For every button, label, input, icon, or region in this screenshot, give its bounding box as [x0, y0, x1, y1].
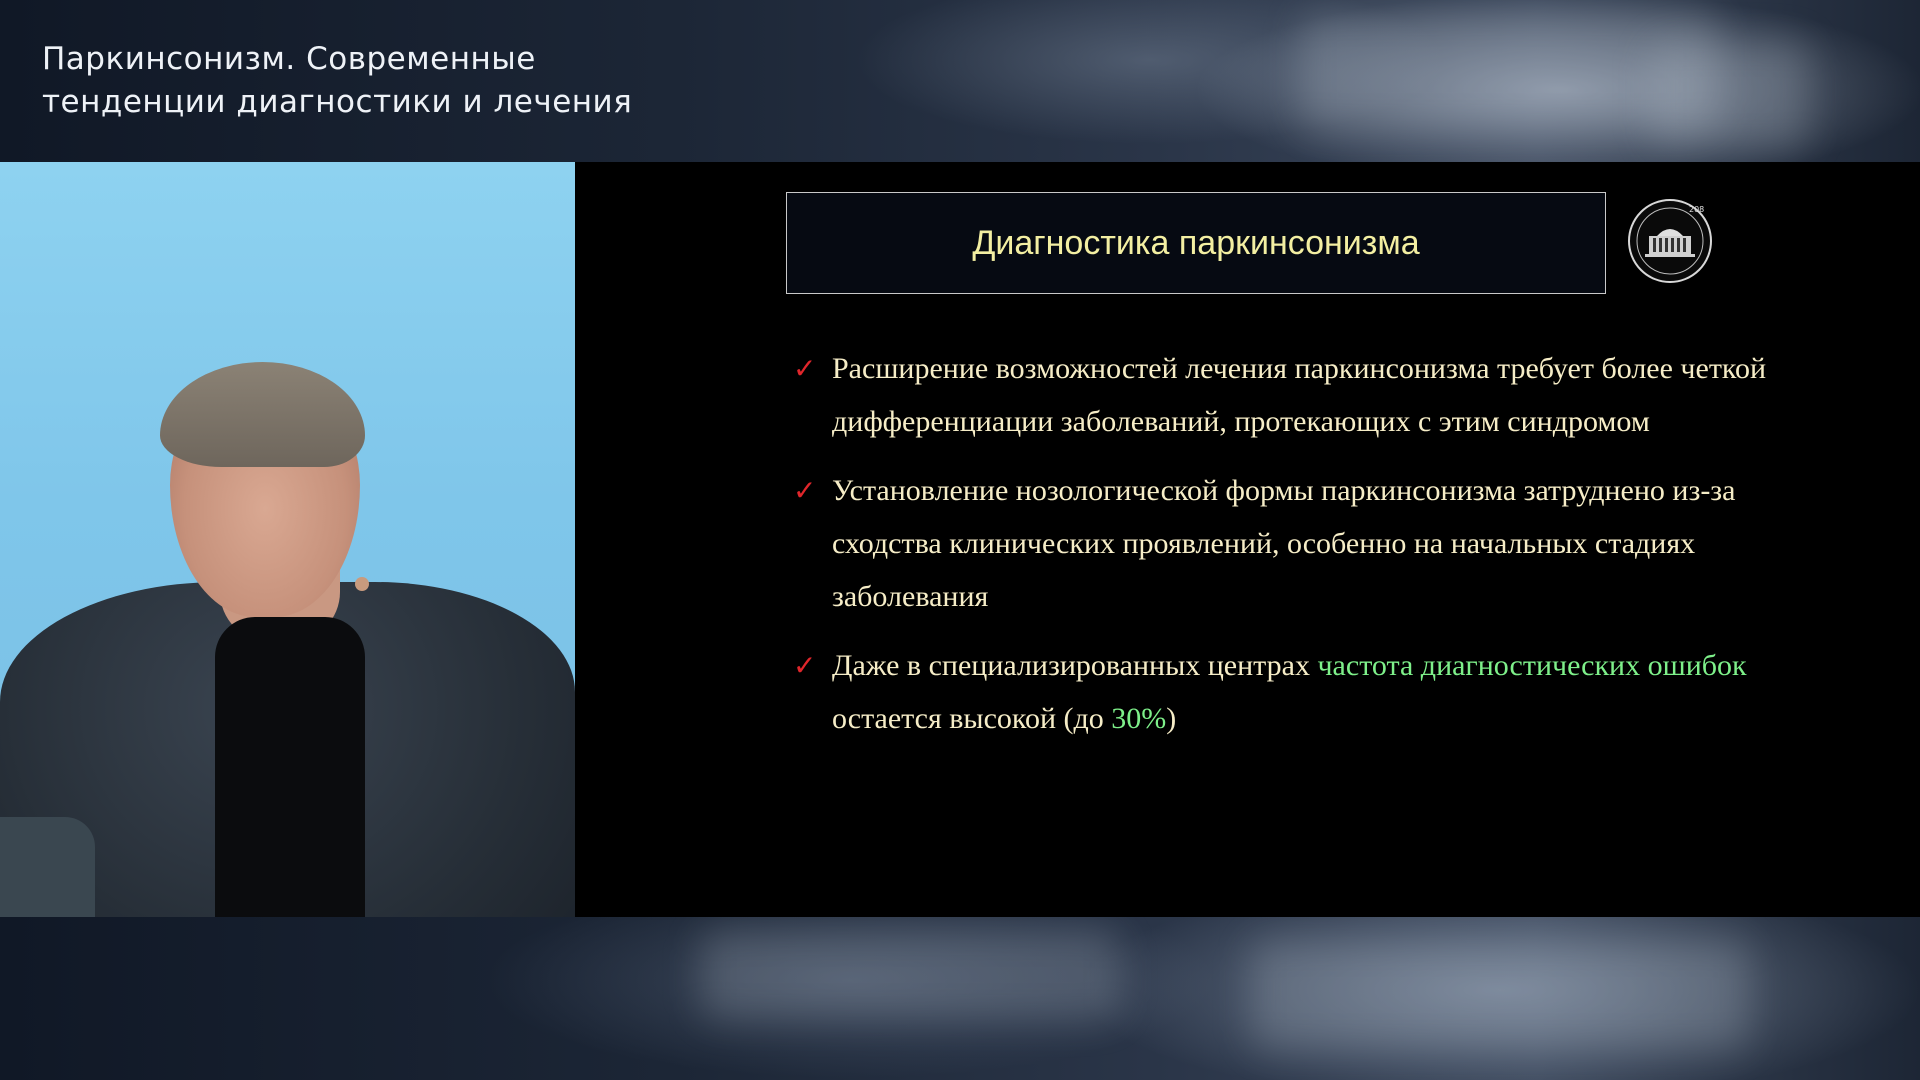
background-blur-shape — [700, 930, 1120, 1020]
bullet-text: Установление нозологической формы паркинсонизма затруднено из-за сходства клинических проявлений, особенно на начальных стадиях заболевания — [832, 474, 1736, 613]
speaker-shirt — [215, 617, 365, 917]
headset-mic — [355, 577, 369, 591]
presentation-slide — [575, 162, 1920, 917]
bullet-text-part: Даже в специализированных центрах — [832, 649, 1318, 682]
highlighted-phrase: частота диагностических ошибок — [1317, 649, 1747, 682]
bullet-item — [793, 639, 1793, 745]
check-icon: ✓ — [793, 474, 817, 507]
bullet-text-part: остается высокой (до — [832, 702, 1112, 735]
bullet-item — [793, 464, 1793, 623]
bullet-text-part: ) — [1166, 702, 1177, 735]
broadcast-title: Паркинсонизм. Современные тенденции диагностики и лечения — [42, 41, 633, 120]
check-icon: ✓ — [793, 352, 817, 385]
bullet-list — [793, 342, 1793, 761]
bullet-text: Расширение возможностей лечения паркинсонизма требует более четкой дифференциации заболеваний, протекающих с этим синдромом — [832, 352, 1767, 438]
check-icon: ✓ — [793, 649, 817, 682]
slide-title-box — [786, 192, 1606, 294]
slide-title: Диагностика паркинсонизма — [972, 223, 1420, 262]
background-blur-shape — [1650, 40, 1810, 150]
speaker-hair — [160, 362, 365, 467]
background-blur-shape — [1250, 940, 1750, 1050]
logo-number: 208 — [1689, 205, 1705, 214]
bullet-item — [793, 342, 1793, 448]
chair — [0, 817, 95, 917]
academy-seal-logo-icon — [1627, 198, 1713, 284]
speaker-camera-feed — [0, 162, 575, 917]
highlighted-percentage: 30% — [1111, 702, 1167, 735]
